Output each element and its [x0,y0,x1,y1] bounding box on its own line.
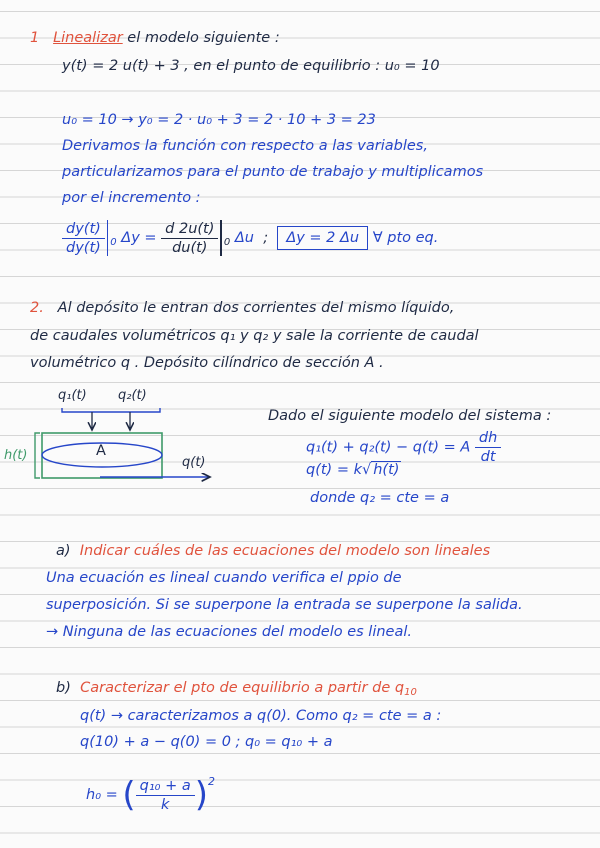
problem-1-text-2: particularizamos para el punto de trabajo y multiplicamos [62,164,484,180]
diagram-h-label: h(t) [4,448,28,463]
h0-fraction: $\frac{\text{q₁₀ + a}}{k}$ [136,778,195,813]
problem-2-line-2: de caudales volumétricos q₁ y q₂ y sale la corriente de caudal [30,328,479,344]
model-label: Dado el siguiente modelo del sistema : [268,408,552,424]
eq-tail: ∀ pto eq. [372,230,439,246]
diagram-q2-label: q₂(t) [118,388,147,403]
height-bracket [35,433,40,478]
problem-1-title-rest: el modelo siguiente : [127,30,280,46]
diagram-q-out-label: q(t) [182,455,206,470]
problem-2-line-3: volumétrico q . Depósito cilíndrico de sección A . [30,355,384,371]
problem-1-heading [30,30,280,46]
eq-separator: ; [263,230,269,246]
problem-1-model: y(t) = 2 u(t) + 3 , en el punto de equilibrio : u₀ = 10 [62,58,440,74]
eq-rhs-fraction: $\frac{d 2u(t)}{du(t)}$ [161,221,218,256]
part-b-heading: b) Caracterizar el pto de equilibrio a partir de $q_{10}$ [56,680,417,698]
eq-lhs-delta: Δy = [121,230,157,246]
problem-1-number: 1 [30,30,40,46]
right-paren: ) [194,775,208,815]
model-equation-1: q₁(t) + q₂(t) − q(t) = A $\frac{dh}{dt}$ [306,430,501,465]
problem-1-text-1: Derivamos la función con respecto a las variables, [62,138,428,154]
part-b-text-1: q(t) → caracterizamos a q(0). Como q₂ = cte = a : [80,708,442,724]
left-paren: ( [122,775,136,815]
boxed-result: Δy = 2 Δu [277,226,368,250]
problem-2-number: 2. [30,300,44,316]
problem-1-equation: $\frac{dy(t)}{dy(t)}$ $_0$ Δy = $\frac{d 2u(t)}{du(t)}$ $_0$ Δu ; Δy = 2 Δu ∀ pto eq. [62,220,438,256]
part-a-text-2: superposición. Si se superpone la entrada se superpone la salida. [46,597,523,613]
eq-lhs-fraction: $\frac{dy(t)}{dy(t)}$ [62,221,105,256]
eval-bar-2 [220,220,222,256]
eval-bar-1 [107,220,109,256]
dh-dt-fraction: $\frac{dh}{dt}$ [475,430,501,465]
h0-equation: h₀ = ( $\frac{\text{q₁₀ + a}}{k}$ )$^2$ [86,775,215,815]
h0-exponent: 2 [208,775,215,788]
diagram-q1-label: q₁(t) [58,388,87,403]
problem-2-line-1: 2. Al depósito le entran dos corrientes del mismo líquido, [30,300,455,316]
eq-rhs-delta: Δu [234,230,254,246]
part-b-text-2: q(10) + a − q(0) = 0 ; q₀ = q₁₀ + a [80,734,333,750]
part-a-text-3: → Ninguna de las ecuaciones del modelo es lineal. [46,624,412,640]
model-equation-2: q(t) = k√ h(t) [306,462,400,478]
part-b-title: Caracterizar el pto de equilibrio a partir de q [80,680,405,696]
problem-1-title-highlight: Linealizar [53,30,123,46]
inflow-bracket [62,408,160,412]
part-a-title: Indicar cuáles de las ecuaciones del modelo son lineales [79,543,491,559]
model-equation-3: donde q₂ = cte = a [310,490,450,506]
part-a-text-1: Una ecuación es lineal cuando verifica el ppio de [46,570,402,586]
part-a-heading: a) Indicar cuáles de las ecuaciones del modelo son lineales [56,543,491,559]
problem-1-text-3: por el incremento : [62,190,201,206]
problem-1-calc: u₀ = 10 → y₀ = 2 · u₀ + 3 = 2 · 10 + 3 = 23 [62,112,376,128]
diagram-area-label: A [96,443,106,459]
